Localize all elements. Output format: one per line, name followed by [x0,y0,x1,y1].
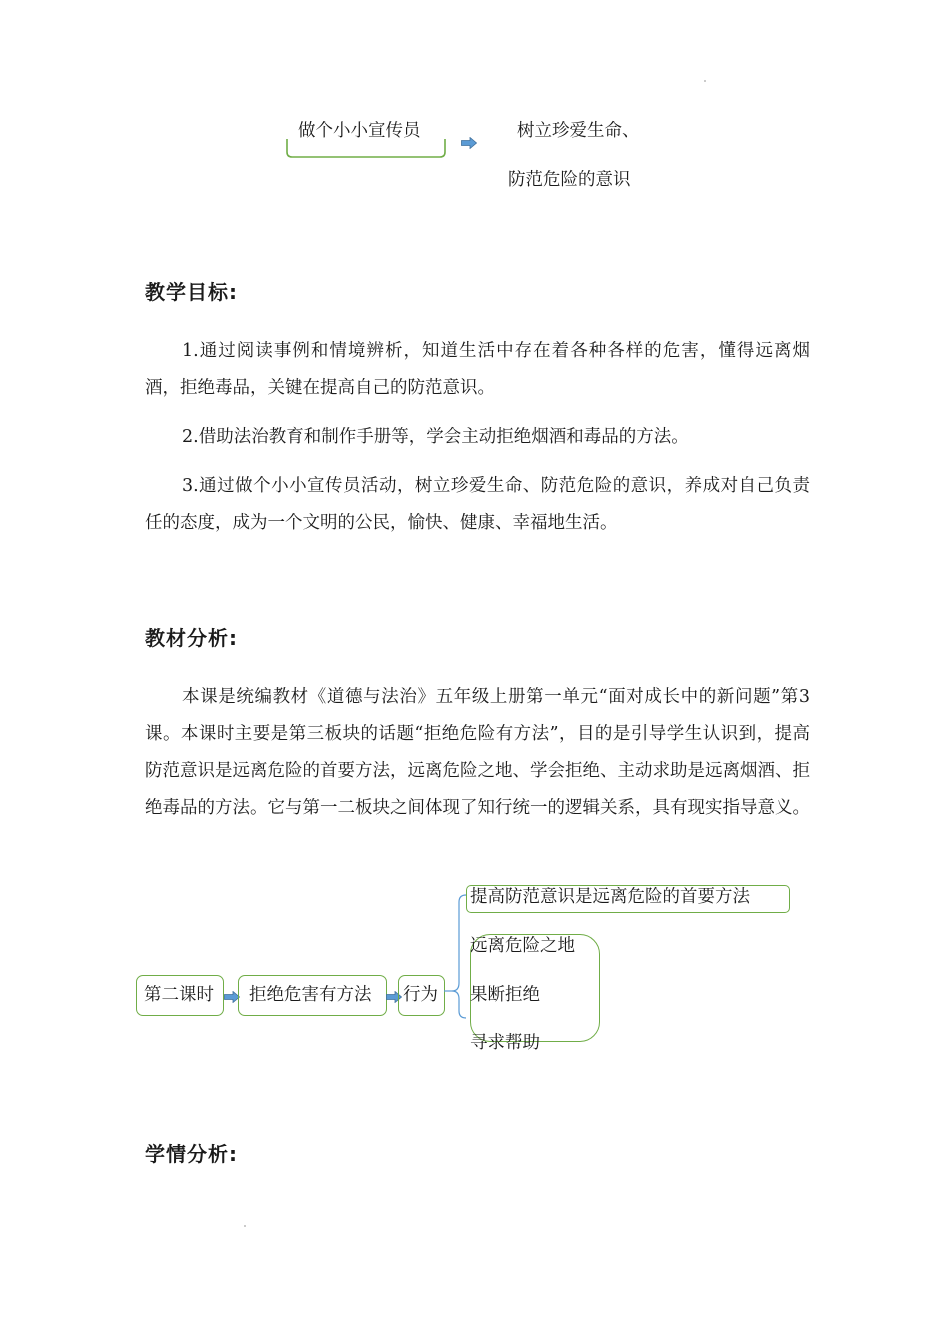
material-paragraph: 本课是统编教材《道德与法治》五年级上册第一单元“面对成长中的新问题”第3课。本课时主要是第三板块的话题“拒绝危险有方法”，目的是引导学生认识到，提高防范意识是远离危险的首要方法，远离危险之地、学会拒绝、主动求助是远离烟酒、拒绝毒品的方法。它与第一二板块之间体现了知行统一的逻辑关系，具有现实指导意义。 [145,687,810,818]
top-right-line1: 树立珍爱生命、 [517,121,640,141]
student-heading: 学情分析: [145,1142,238,1166]
top-right-line2: 防范危险的意识 [508,170,631,190]
goal-item: 3.通过做个小小宣传员活动，树立珍爱生命、防范危险的意识，养成对自己负责任的态度，成为一个文明的公民，愉快、健康、幸福地生活。 [145,476,810,533]
decorative-dot [244,1225,246,1227]
node-method: 拒绝危害有方法 [249,985,372,1005]
material-heading: 教材分析: [145,626,238,650]
node-lesson: 第二课时 [144,985,214,1005]
goal-item: 2.借助法治教育和制作手册等，学会主动拒绝烟酒和毒品的方法。 [182,427,689,447]
goals-heading: 教学目标: [145,280,238,304]
branch-item: 提高防范意识是远离危险的首要方法 [470,887,750,907]
branch-item: 寻求帮助 [470,1033,540,1053]
branch-item: 果断拒绝 [470,985,540,1005]
branch-item: 远离危险之地 [470,936,575,956]
top-left-label: 做个小小宣传员 [298,121,421,141]
node-action: 行为 [403,985,438,1005]
goal-item: 1.通过阅读事例和情境辨析，知道生活中存在着各种各样的危害，懂得远离烟酒，拒绝毒品，关键在提高自己的防范意识。 [145,341,810,398]
right-arrow-icon [461,137,477,149]
decorative-dot [704,80,706,82]
